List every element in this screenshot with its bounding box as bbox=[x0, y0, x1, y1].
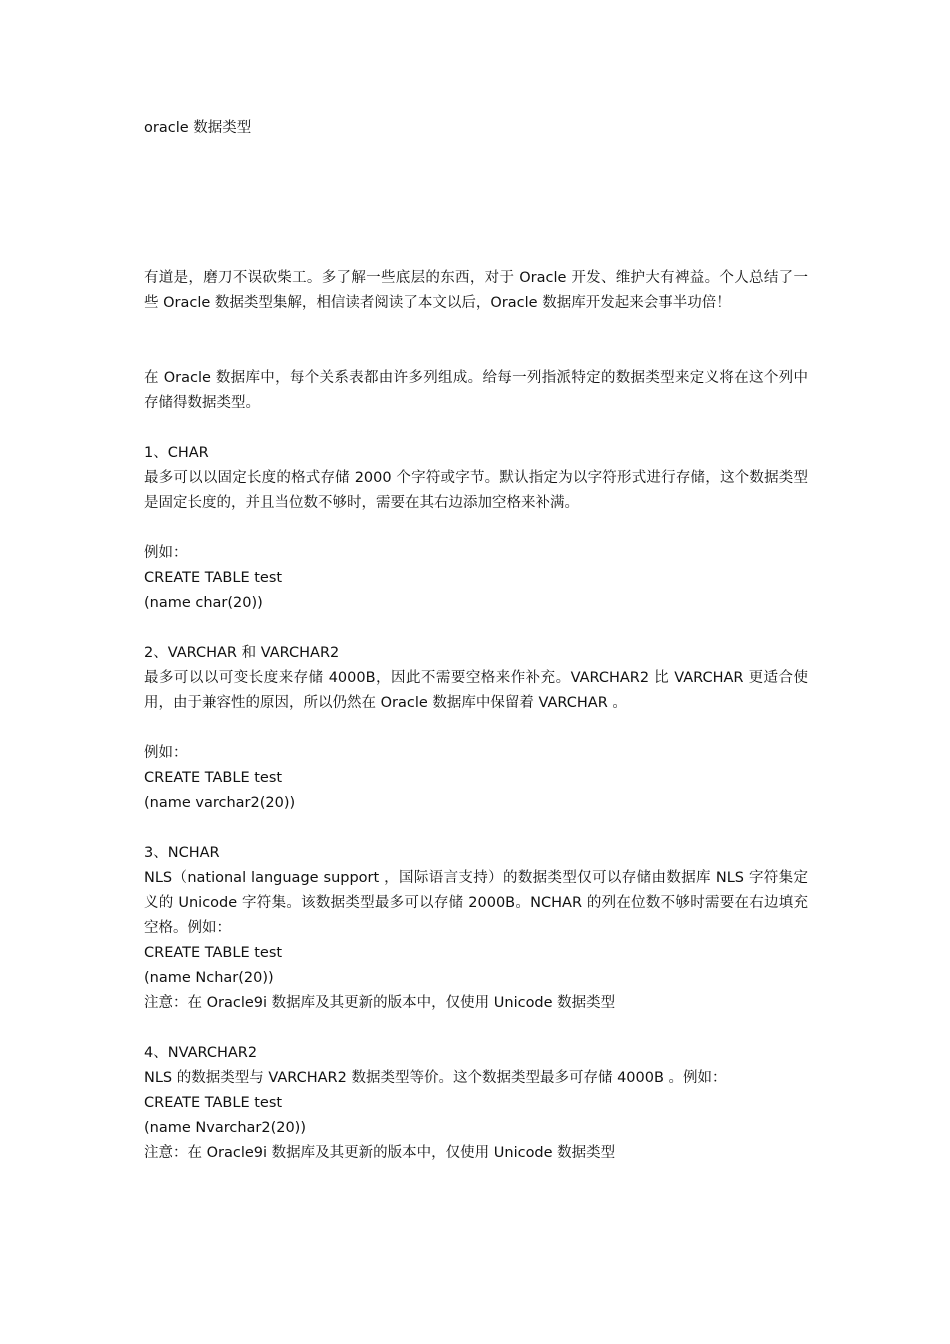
example-label: 例如： bbox=[144, 545, 188, 561]
code-line: CREATE TABLE test bbox=[144, 570, 283, 586]
document-body bbox=[144, 116, 808, 1166]
spacer bbox=[144, 816, 808, 841]
example-label: 例如： bbox=[144, 745, 188, 761]
intro-paragraph-2: 在 Oracle 数据库中，每个关系表都由许多列组成。给每一列指派特定的数据类型来定义将在这个列中存储得数据类型。 bbox=[144, 370, 808, 411]
section-desc-varchar: 最多可以以可变长度来存储 4000B，因此不需要空格来作补充。VARCHAR2 比 VARCHAR 更适合使用，由于兼容性的原因，所以仍然在 Oracle 数据库中保留着 VARCHAR 。 bbox=[144, 670, 808, 711]
spacer bbox=[144, 316, 808, 366]
spacer bbox=[144, 416, 808, 441]
spacer bbox=[144, 1016, 808, 1041]
section-heading-char: 1、CHAR bbox=[144, 445, 209, 461]
document-title: oracle 数据类型 bbox=[144, 120, 252, 136]
spacer bbox=[144, 516, 808, 541]
section-desc-char: 最多可以以固定长度的格式存储 2000 个字符或字节。默认指定为以字符形式进行存储，这个数据类型是固定长度的，并且当位数不够时，需要在其右边添加空格来补满。 bbox=[144, 470, 808, 511]
code-line: (name Nchar(20)) bbox=[144, 970, 274, 986]
note-line: 注意：在 Oracle9i 数据库及其更新的版本中，仅使用 Unicode 数据类型 bbox=[144, 1145, 616, 1161]
code-line: (name Nvarchar2(20)) bbox=[144, 1120, 306, 1136]
section-heading-varchar: 2、VARCHAR 和 VARCHAR2 bbox=[144, 645, 340, 661]
code-line: CREATE TABLE test bbox=[144, 1095, 283, 1111]
section-heading-nchar: 3、NCHAR bbox=[144, 845, 220, 861]
spacer bbox=[144, 616, 808, 641]
note-line: 注意：在 Oracle9i 数据库及其更新的版本中，仅使用 Unicode 数据类型 bbox=[144, 995, 616, 1011]
code-line: CREATE TABLE test bbox=[144, 770, 283, 786]
spacer bbox=[144, 716, 808, 741]
spacer bbox=[144, 141, 808, 266]
section-desc-nvarchar2: NLS 的数据类型与 VARCHAR2 数据类型等价。这个数据类型最多可存储 4000B 。例如： bbox=[144, 1070, 727, 1086]
code-line: CREATE TABLE test bbox=[144, 945, 283, 961]
section-heading-nvarchar2: 4、NVARCHAR2 bbox=[144, 1045, 258, 1061]
code-line: (name char(20)) bbox=[144, 595, 263, 611]
code-line: (name varchar2(20)) bbox=[144, 795, 296, 811]
intro-paragraph-1: 有道是，磨刀不误砍柴工。多了解一些底层的东西，对于 Oracle 开发、维护大有裨益。个人总结了一些 Oracle 数据类型集解，相信读者阅读了本文以后，Oracle 数据库开发起来会事半功倍！ bbox=[144, 270, 808, 311]
section-desc-nchar: NLS（national language support ，国际语言支持）的数据类型仅可以存储由数据库 NLS 字符集定义的 Unicode 字符集。该数据类型最多可以存储 2000B。NCHAR 的列在位数不够时需要在右边填充空格。例如： bbox=[144, 870, 808, 936]
